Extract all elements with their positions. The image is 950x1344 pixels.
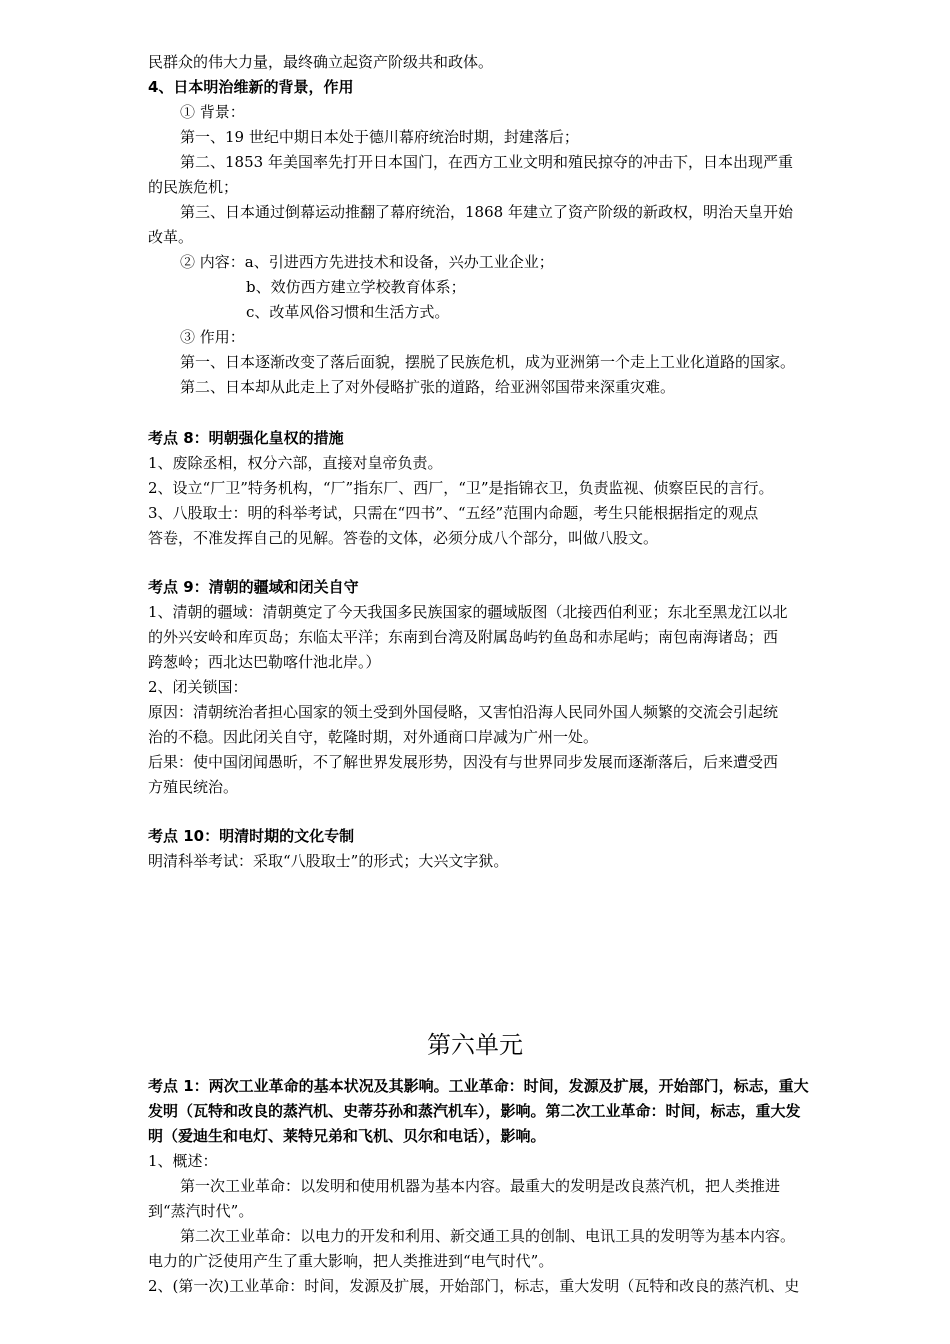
text-line: 2、闭关锁国： (148, 678, 248, 696)
text-line: 的民族危机； (148, 178, 239, 196)
text-line: c、改革风俗习惯和生活方式。 (246, 303, 450, 321)
text-line: 明清科举考试：采取“八股取士”的形式；大兴文字狱。 (148, 852, 509, 870)
text-line: 第一、19 世纪中期日本处于德川幕府统治时期，封建落后； (180, 128, 579, 146)
section-heading-1-cont: 发明（瓦特和改良的蒸汽机、史蒂芬孙和蒸汽机车），影响。第二次工业革命：时间，标志，重大发 (148, 1102, 801, 1120)
text-line: 到“蒸汽时代”。 (148, 1202, 254, 1220)
text-line: 电力的广泛使用产生了重大影响，把人类推进到“电气时代”。 (148, 1252, 554, 1270)
text-line: 3、八股取士：明的科举考试，只需在“四书”、“五经”范围内命题，考生只能根据指定的观点 (148, 504, 759, 522)
text-line: b、效仿西方建立学校教育体系； (246, 278, 466, 296)
text-line: 答卷，不准发挥自己的见解。答卷的文体，必须分成八个部分，叫做八股文。 (148, 529, 659, 547)
section-heading-10: 考点 10：明清时期的文化专制 (148, 827, 355, 845)
text-line: 1、概述： (148, 1152, 218, 1170)
text-line: 第二、1853 年美国率先打开日本国门，在西方工业文明和殖民掠夺的冲击下，日本出现严重 (180, 153, 793, 171)
subheading-background: ① 背景： (180, 103, 245, 121)
text-line: 的外兴安岭和库页岛；东临太平洋；东南到台湾及附属岛屿钓鱼岛和赤尾屿；南包南海诸岛；西 (148, 628, 779, 646)
text-line: 2、设立“厂卫”特务机构，“厂”指东厂、西厂，“卫”是指锦衣卫，负责监视、侦察臣民的言行。 (148, 479, 774, 497)
subheading-content: ② 内容：a、引进西方先进技术和设备，兴办工业企业； (180, 253, 554, 271)
question-heading: 4、日本明治维新的背景，作用 (148, 78, 354, 96)
text-line: 第一次工业革命：以发明和使用机器为基本内容。最重大的发明是改良蒸汽机，把人类推进 (180, 1177, 781, 1195)
text-line: 方殖民统治。 (148, 778, 239, 796)
text-line: 治的不稳。因此闭关自守，乾隆时期，对外通商口岸减为广州一处。 (148, 728, 599, 746)
text-line: 第一、日本逐渐改变了落后面貌，摆脱了民族危机，成为亚洲第一个走上工业化道路的国家。 (180, 353, 796, 371)
text-line: 2、(第一次)工业革命：时间，发源及扩展，开始部门，标志，重大发明（瓦特和改良的蒸汽机、史 (148, 1277, 800, 1295)
section-heading-1: 考点 1：两次工业革命的基本状况及其影响。工业革命：时间，发源及扩展，开始部门，标志，重大 (148, 1077, 809, 1095)
text-line: 后果：使中国闭闻愚昕，不了解世界发展形势，因没有与世界同步发展而逐渐落后，后来遭受西 (148, 753, 779, 771)
text-line: 第三、日本通过倒幕运动推翻了幕府统治，1868 年建立了资产阶级的新政权，明治天皇开始 (180, 203, 793, 221)
text-line: 民群众的伟大力量，最终确立起资产阶级共和政体。 (148, 53, 494, 71)
text-line: 1、清朝的疆域：清朝奠定了今天我国多民族国家的疆域版图（北接西伯利亚；东北至黑龙江以北 (148, 603, 788, 621)
section-heading-1-cont: 明（爱迪生和电灯、莱特兄弟和飞机、贝尔和电话），影响。 (148, 1127, 546, 1145)
text-line: 第二、日本却从此走上了对外侵略扩张的道路，给亚洲邻国带来深重灾难。 (180, 378, 676, 396)
text-line: 改革。 (148, 228, 194, 246)
section-heading-9: 考点 9：清朝的疆域和闭关自守 (148, 578, 359, 596)
text-line: 第二次工业革命：以电力的开发和利用、新交通工具的创制、电讯工具的发明等为基本内容。 (180, 1227, 796, 1245)
text-line: 1、废除丞相，权分六部，直接对皇帝负责。 (148, 454, 443, 472)
unit-title: 第六单元 (427, 1031, 523, 1059)
text-line: 跨葱岭；西北达巴勒喀什池北岸。） (148, 653, 381, 671)
section-heading-8: 考点 8：明朝强化皇权的措施 (148, 429, 344, 447)
subheading-effect: ③ 作用： (180, 328, 245, 346)
text-line: 原因：清朝统治者担心国家的领土受到外国侵略，又害怕沿海人民同外国人频繁的交流会引起统 (148, 703, 779, 721)
